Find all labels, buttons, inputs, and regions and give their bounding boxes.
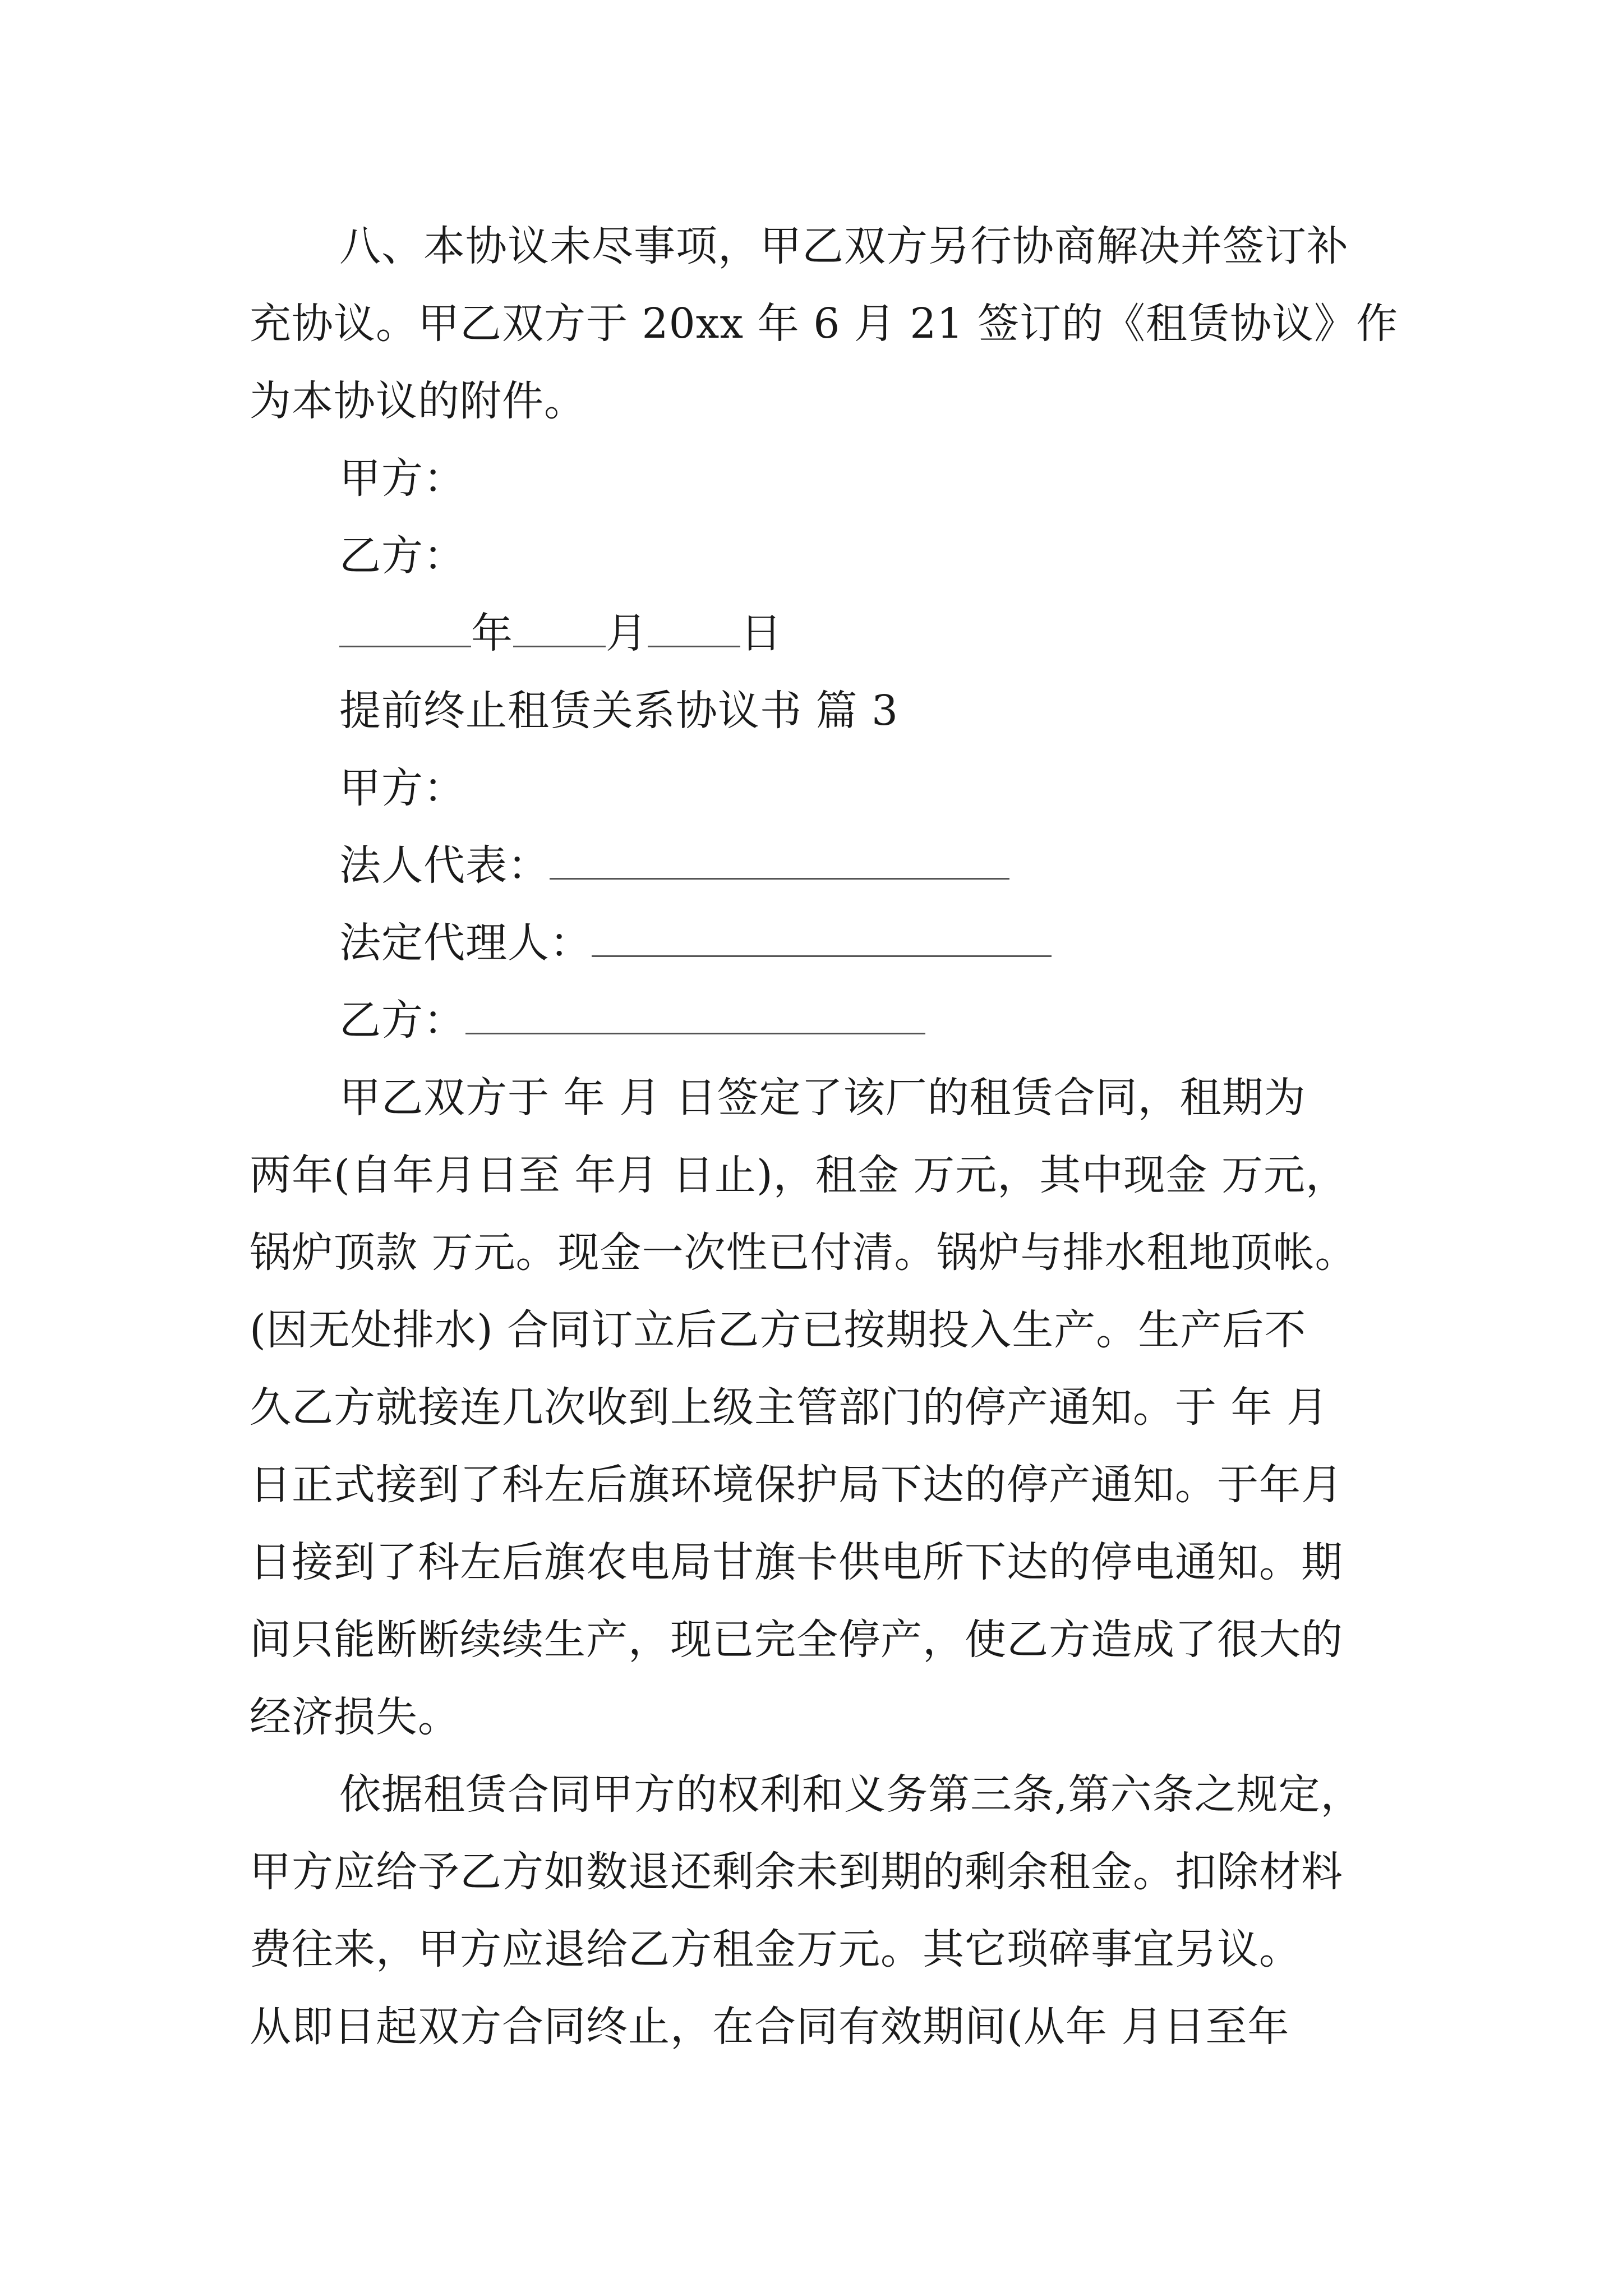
- party-b-label: 乙方：: [339, 532, 465, 580]
- paragraph-line: 经济损失。: [250, 1693, 460, 1741]
- paragraph-line: 日接到了科左后旗农电局甘旗卡供电所下达的停电通知。期: [250, 1538, 1343, 1586]
- year-blank: [339, 605, 471, 647]
- paragraph-line: 久乙方就接连几次收到上级主管部门的停产通知。于 年 月: [250, 1383, 1329, 1432]
- paragraph-line: (因无处排水) 合同订立后乙方已按期投入生产。生产后不: [250, 1306, 1307, 1354]
- agent-label: 法定代理人：: [339, 919, 592, 967]
- party-a-label: 甲方：: [339, 454, 465, 503]
- party-b-label: 乙方：: [339, 996, 465, 1045]
- paragraph-line: 八、本协议未尽事项，甲乙双方另行协商解决并签订补: [339, 222, 1349, 270]
- day-label: 日: [740, 609, 782, 657]
- legal-rep-blank: [550, 838, 1009, 880]
- party-b-line: [339, 982, 1467, 1059]
- date-line: [339, 595, 1467, 672]
- paragraph-line: 两年(自年月日至 年月 日止)，租金 万元，其中现金 万元，: [250, 1151, 1348, 1199]
- paragraph-line: 为本协议的附件。: [250, 377, 586, 425]
- paragraph-line: 甲乙双方于 年 月 日签定了该厂的租赁合同，租期为: [339, 1074, 1306, 1122]
- party-a-label: 甲方：: [339, 764, 465, 812]
- paragraph-line: 费往来，甲方应退给乙方租金万元。其它琐碎事宜另议。: [250, 1925, 1301, 1973]
- paragraph-line: 从即日起双方合同终止，在合同有效期间(从年 月日至年: [250, 2003, 1290, 2051]
- year-label: 年: [471, 609, 513, 657]
- paragraph-line: 锅炉顶款 万元。现金一次性已付清。锅炉与排水租地顶帐。: [250, 1228, 1357, 1277]
- paragraph-line: 间只能断断续续生产，现已完全停产，使乙方造成了很大的: [250, 1616, 1343, 1664]
- paragraph-line: 日正式接到了科左后旗环境保护局下达的停产通知。于年月: [250, 1461, 1343, 1509]
- agent-blank: [592, 915, 1052, 957]
- legal-rep-line: [339, 827, 1467, 904]
- agent-line: [339, 904, 1467, 982]
- legal-rep-label: 法人代表：: [339, 841, 550, 890]
- section-title: 提前终止租赁关系协议书 篇 3: [339, 687, 899, 735]
- paragraph-line: 充协议。甲乙双方于 20xx 年 6 月 21 签订的《租赁协议》作: [250, 300, 1399, 348]
- party-b-blank: [465, 992, 925, 1034]
- paragraph-line: 依据租赁合同甲方的权利和义务第三条,第六条之规定，: [339, 1770, 1363, 1819]
- paragraph-line: 甲方应给予乙方如数退还剩余未到期的剩余租金。扣除材料: [250, 1848, 1343, 1896]
- month-label: 月: [606, 609, 648, 657]
- day-blank: [648, 605, 740, 647]
- month-blank: [513, 605, 606, 647]
